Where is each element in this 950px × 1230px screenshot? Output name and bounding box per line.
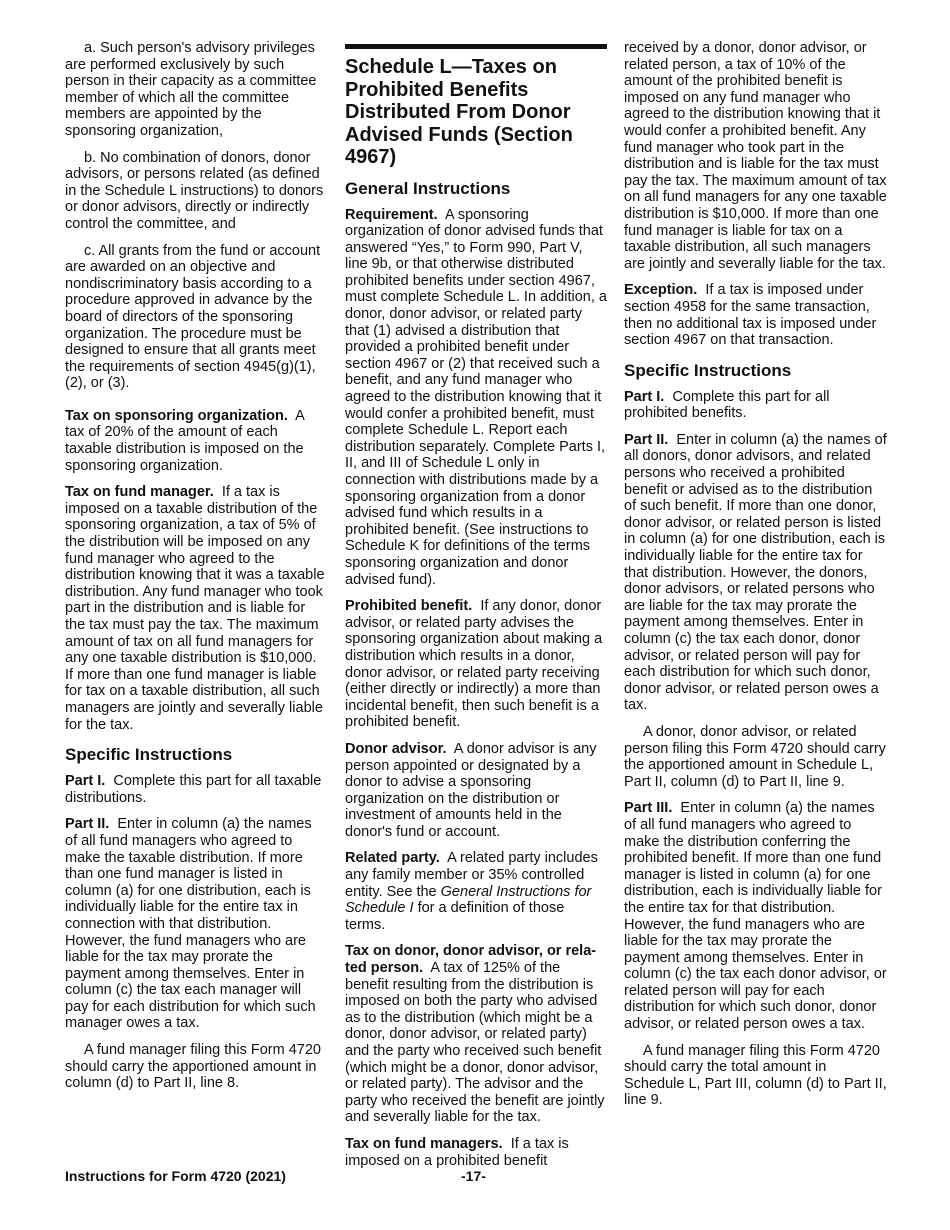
part2-text: Enter in column (a) the names of all fund managers who agreed to make the taxable distribution. If more than one fund manager is listed in column (a) for one distribution, each is individually liable for the entire tax in connection with that distribution. However, the fund managers who are liable for the tax may prorate the payment among themselves. Enter in column (c) the tax each manager will pay for each distribution for which such manager owes a tax. bbox=[65, 816, 316, 1032]
column-left bbox=[65, 40, 327, 1102]
exception-text: If a tax is imposed under section 4958 for the same transaction, then no additional tax is imposed under section 4967 on that transaction. bbox=[624, 282, 877, 349]
schedule-l-part1-heading: Part I. bbox=[624, 388, 665, 405]
column-middle bbox=[345, 44, 607, 1179]
related-party-paragraph bbox=[345, 850, 607, 933]
donor-advisor-paragraph bbox=[345, 741, 607, 841]
part1-paragraph bbox=[65, 773, 327, 806]
exception-heading: Exception. bbox=[624, 282, 698, 299]
tax-fund-managers-heading: Tax on fund managers. bbox=[345, 1135, 503, 1152]
donor-advisor-heading: Donor advisor. bbox=[345, 740, 447, 757]
prohibited-benefit-heading: Prohibited benefit. bbox=[345, 598, 473, 615]
related-party-text-1: A related party includes any family member or 35% controlled entity. See the bbox=[345, 850, 598, 900]
schedule-l-part2-heading: Part II. bbox=[624, 431, 669, 448]
paragraph-b: b. No combination of donors, donor advisors, or persons related (as defined in the Schedule L instructions) to donors or donor advisors, directly or indirectly control the committee, and bbox=[65, 149, 324, 232]
schedule-l-part3-text: Enter in column (a) the names of all fund managers who agreed to make the distribution conferring the prohibited benefit. If more than one fund manager is listed in column (a) for one distribution, each is individually liable for the entire tax for that distribution. However, the fund managers who are liable for the tax may prorate the payment among themselves. Enter in column (c) the tax each donor advisor, or related person will pay for each distribution for which such donor, donor advisor, or related person owes a tax. bbox=[624, 800, 887, 1033]
requirement-heading: Requirement. bbox=[345, 206, 438, 223]
part1-text: Complete this part for all taxable distributions. bbox=[65, 773, 322, 806]
part2-follow-paragraph: A fund manager filing this Form 4720 should carry the apportioned amount in column (d) to Part II, line 8. bbox=[65, 1042, 321, 1092]
tax-fund-manager-heading: Tax on fund manager. bbox=[65, 484, 214, 501]
specific-instructions-heading-2: Specific Instructions bbox=[624, 360, 792, 380]
tax-sponsoring-paragraph bbox=[65, 408, 327, 474]
related-party-heading: Related party. bbox=[345, 850, 440, 867]
donor-advisor-text: A donor advisor is any person appointed or designated by a donor to advise a sponsoring organization on the distribution or investment of amounts held in the donor's fund or account. bbox=[345, 740, 597, 840]
schedule-l-part3-paragraph bbox=[624, 800, 888, 1032]
paragraph-a: a. Such person's advisory privileges are performed exclusively by such person in their capacity as a committee member of which all the committee members are appointed by the sponsoring organization, bbox=[65, 40, 317, 139]
part2-paragraph bbox=[65, 816, 327, 1032]
tax-donor-heading: Tax on donor, donor advisor, or rela-ted person. bbox=[345, 943, 597, 977]
related-party-text-2: for a definition of those terms. bbox=[345, 900, 565, 933]
tax-donor-paragraph bbox=[345, 943, 607, 1126]
tax-fund-managers-text: If a tax is imposed on a prohibited benefit bbox=[345, 1135, 569, 1169]
schedule-l-part1-text: Complete this part for all prohibited benefits. bbox=[624, 388, 830, 422]
tax-fund-manager-paragraph bbox=[65, 484, 327, 733]
related-party-reference: General Instructions for Schedule I bbox=[345, 883, 592, 917]
requirement-text: A sponsoring organization of donor advised funds that answered “Yes,” to Form 990, Part V, line 9b, or that otherwise distributed prohibited benefits under section 4967, must complete Schedule L. In addition, a donor, donor advisor, or related party that (1) advised a distribution that provided a prohibited benefit under section 4967 or (2) that received such a benefit, and any fund manager who agreed to the distribution knowing that it would confer a prohibited benefit, must complete Schedule L. Report each distribution separately. Complete Parts I, II, and III of Schedule L only in connection with distributions made by a sponsoring organization from a donor advised fund which results in a prohibited benefit. (See instructions to Schedule K for definitions of the terms sponsoring organization and donor advised fund). bbox=[345, 206, 607, 588]
tax-fund-manager-text: If a tax is imposed on a taxable distribution of the sponsoring organization, a tax of 5% of the distribution will be imposed on any fund manager who agreed to the distribution knowing that it was a taxable distribution. Any fund manager who took part in the distribution and is liable for the tax must pay the tax. The maximum amount of tax on all fund managers for any one taxable distribution is $10,000. If more than one fund manager is liable for tax on a taxable distribution, all such managers are jointly and severally liable for the tax. bbox=[65, 484, 325, 733]
schedule-l-title: Schedule L—Taxes on Prohibited Benefits Distributed From Donor Advised Funds (Section 4967) bbox=[345, 44, 607, 169]
requirement-paragraph bbox=[345, 207, 607, 589]
paragraph-c: c. All grants from the fund or account are awarded on an objective and nondiscriminatory basis according to a procedure approved in advance by the board of directors of the sponsoring organization. The procedure must be designed to ensure that all grants meet the requirements of section 4945(g)(1), (2), or (3). bbox=[65, 242, 321, 392]
page-number: -17- bbox=[461, 1168, 486, 1184]
exception-paragraph bbox=[624, 282, 888, 348]
schedule-l-part1-paragraph bbox=[624, 389, 888, 422]
part2-heading: Part II. bbox=[65, 816, 110, 833]
tax-sponsoring-text: A tax of 20% of the amount of each taxable distribution is imposed on the sponsoring organization. bbox=[65, 407, 305, 474]
schedule-l-part3-heading: Part III. bbox=[624, 800, 673, 817]
prohibited-benefit-paragraph bbox=[345, 598, 607, 731]
part1-heading: Part I. bbox=[65, 773, 106, 790]
continued-paragraph: received by a donor, donor advisor, or related person, a tax of 10% of the amount of the prohibited benefit is imposed on any fund manager who agreed to the distribution knowing that it would confer a prohibited benefit. Any fund manager who took part in the distribution and is liable for the tax must pay the tax. The maximum amount of tax on all fund managers for any one taxable distribution is $10,000. If more than one fund manager is liable for tax on a taxable distribution, all such managers are jointly and severally liable for the tax. bbox=[624, 40, 887, 272]
tax-sponsoring-heading: Tax on sponsoring organization. bbox=[65, 407, 288, 424]
schedule-l-part2-text: Enter in column (a) the names of all donors, donor advisors, and related persons who received a prohibited benefit or advised as to the distribution of such benefit. If more than one donor, donor advisor, or related person is listed in column (a) for one distribution, each is individually liable for the entire tax for that distribution. However, the donors, donor advisors, or related persons who are liable for the tax may prorate the payment among themselves. Enter in column (c) the tax each donor, donor advisor, or related person will pay for each distribution for which such donor, donor advisor, or related person owes a tax. bbox=[624, 431, 887, 714]
general-instructions-heading: General Instructions bbox=[345, 178, 511, 198]
tax-fund-managers-paragraph bbox=[345, 1136, 607, 1169]
specific-instructions-heading: Specific Instructions bbox=[65, 745, 233, 765]
schedule-l-part2-paragraph bbox=[624, 432, 888, 714]
footer-form-title: Instructions for Form 4720 (2021) bbox=[65, 1168, 286, 1184]
schedule-l-part2-follow: A donor, donor advisor, or related person filing this Form 4720 should carry the apportioned amount in Schedule L, Part II, column (d) to Part II, line 9. bbox=[624, 723, 886, 790]
prohibited-benefit-text: If any donor, donor advisor, or related party advises the sponsoring organization about making a distribution which results in a donor, donor advisor, or related party receiving (either directly or indirectly) a more than incidental benefit, then such benefit is a prohibited benefit. bbox=[345, 598, 603, 731]
tax-donor-text: A tax of 125% of the benefit resulting from the distribution is imposed on both the party who advised as to the distribution (which might be a donor, donor advisor, or related party) and the party who received such benefit (which might be a donor, donor advisor, or related party). The advisor and the party who received the benefit are jointly and severally liable for the tax. bbox=[345, 960, 605, 1126]
schedule-l-part3-follow: A fund manager filing this Form 4720 should carry the total amount in Schedule L, Part III, column (d) to Part II, line 9. bbox=[624, 1042, 887, 1109]
column-right bbox=[624, 40, 888, 1119]
